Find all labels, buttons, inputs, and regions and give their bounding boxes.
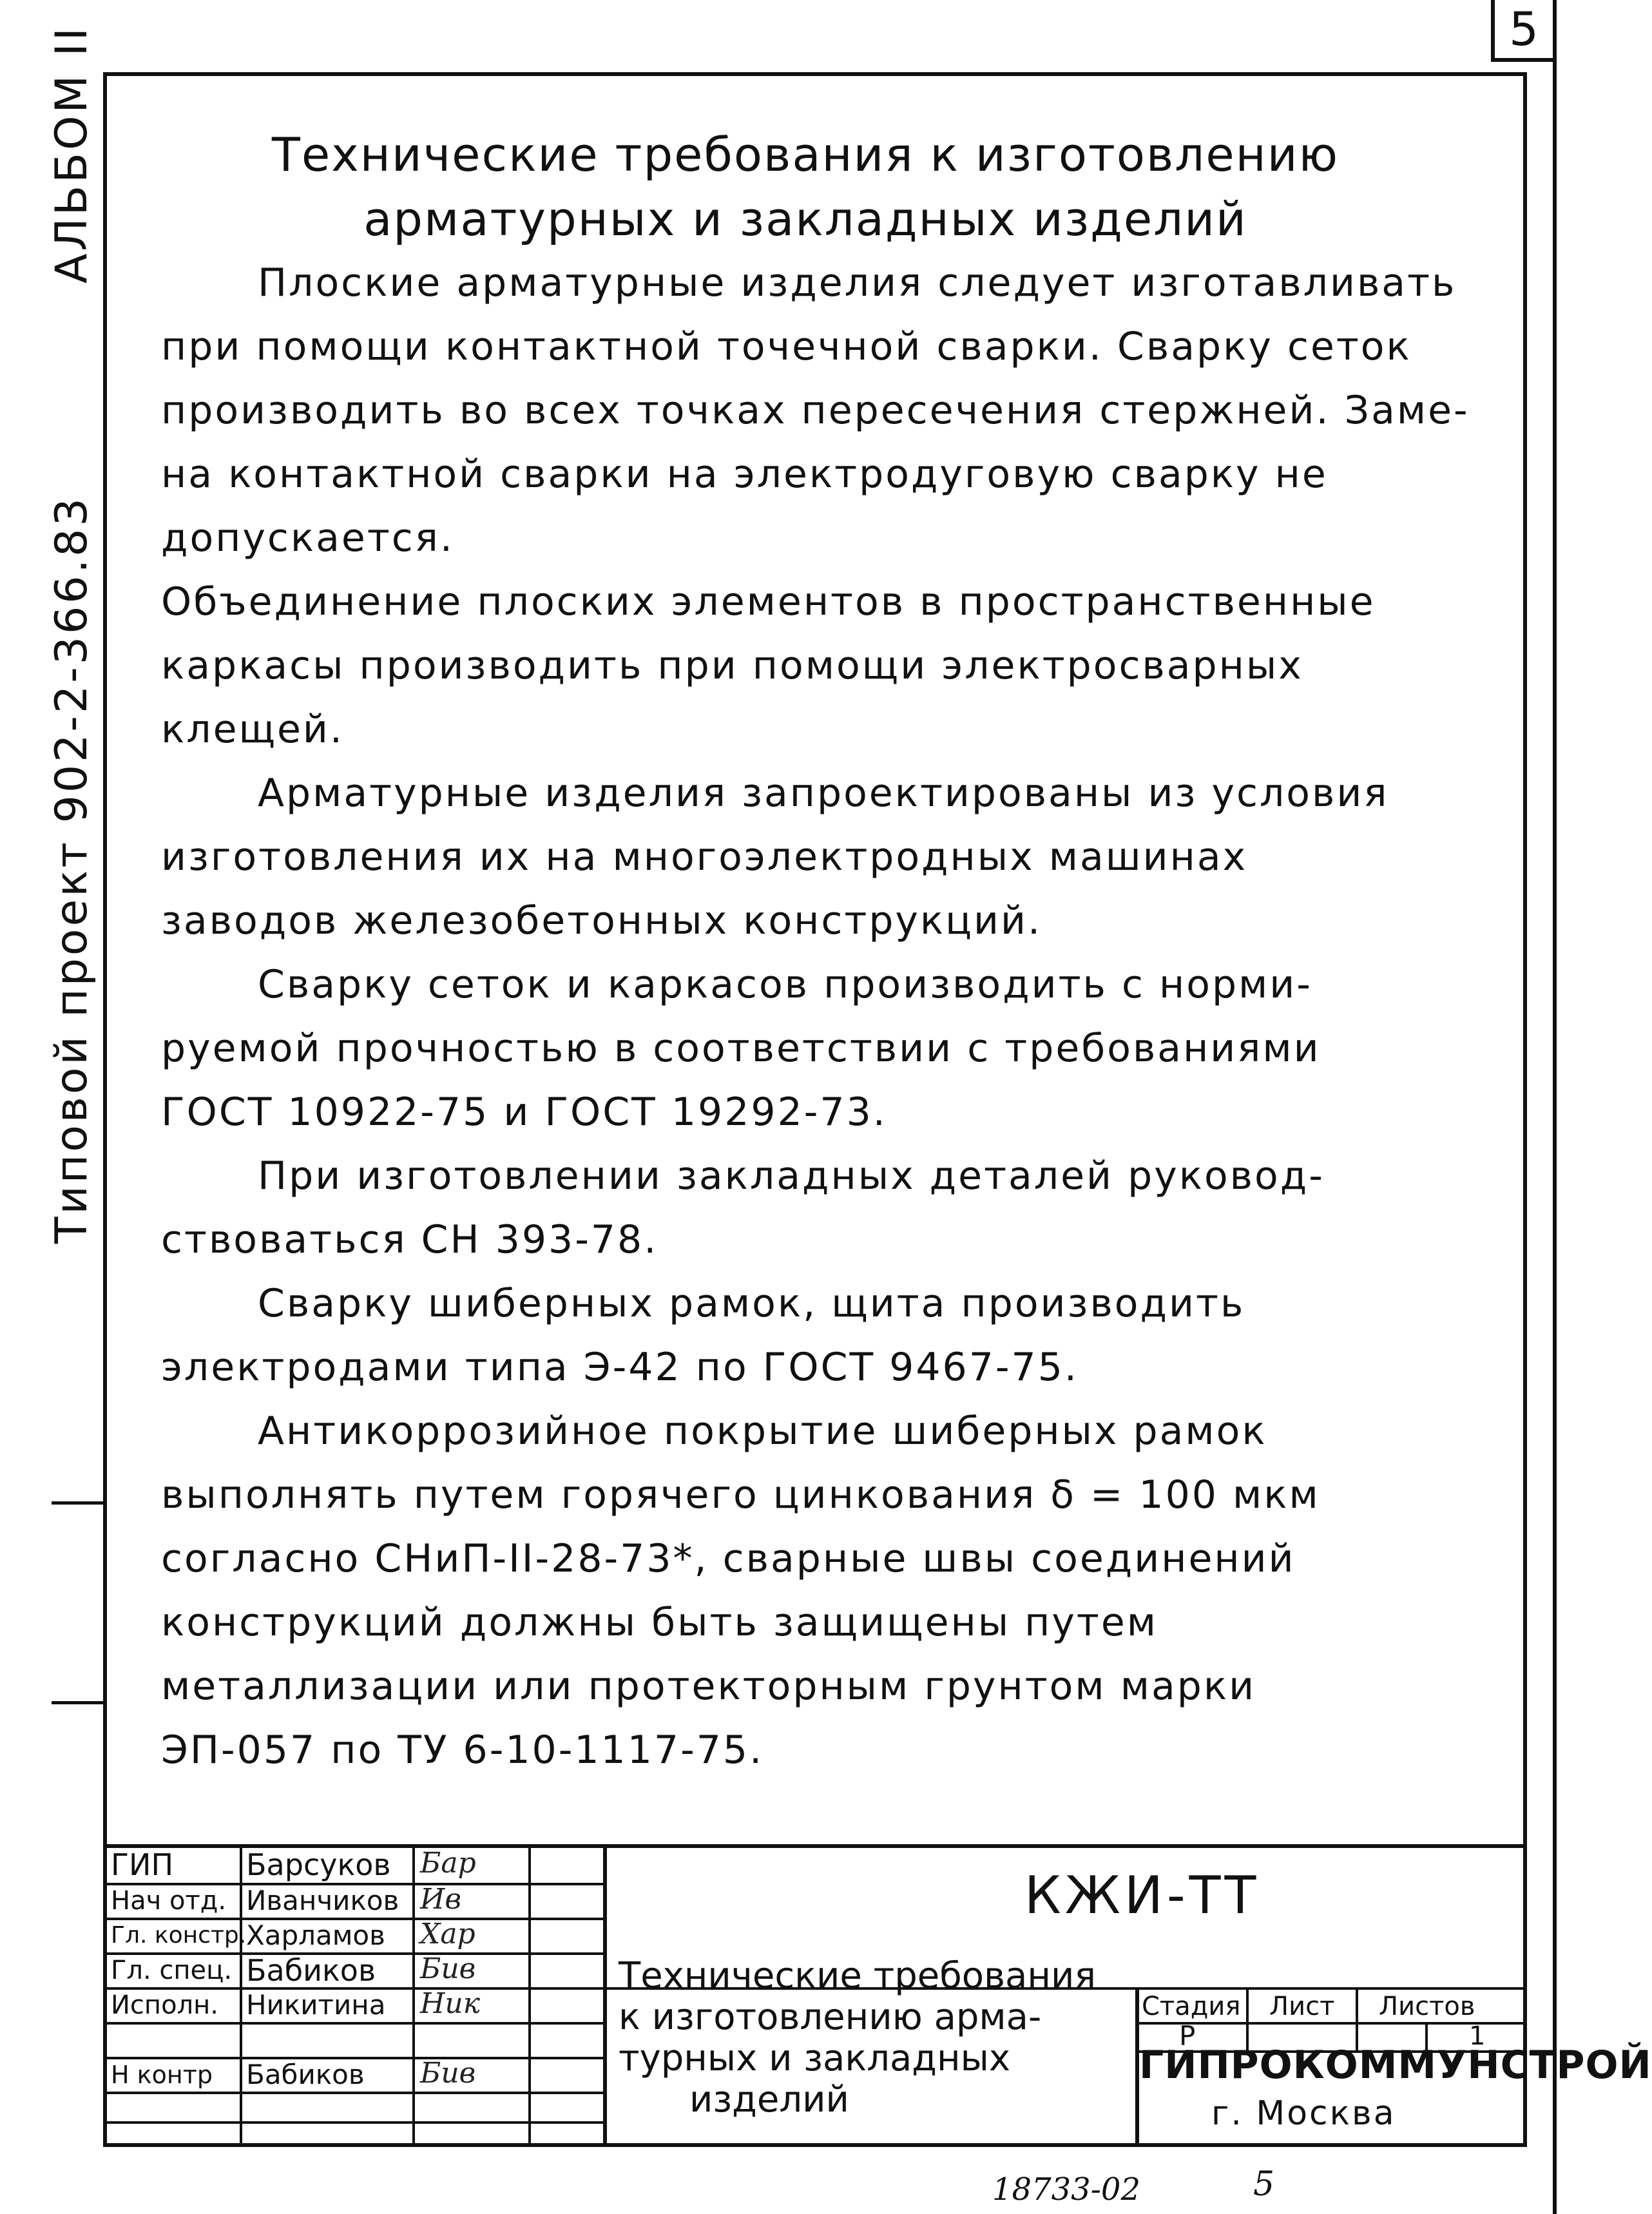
project-label: Типовой проект 902-2-366.83 — [46, 496, 97, 1244]
body-line: Антикоррозийное покрытие шиберных рамок — [258, 1409, 1267, 1454]
name-cell: Бабиков — [246, 2059, 365, 2090]
role-cell: Н контр — [111, 2061, 213, 2089]
name-cell: Никитина — [246, 1989, 386, 2021]
signature: Бив — [420, 1952, 476, 1985]
margin-tick — [52, 1701, 103, 1704]
drawing-name-line: к изготовлению арма- — [619, 1996, 1042, 2038]
sheets-value: 1 — [1469, 2021, 1486, 2051]
role-cell: ГИП — [111, 1847, 174, 1882]
name-cell: Барсуков — [246, 1847, 391, 1882]
body-line: клещей. — [161, 707, 344, 752]
body-line: на контактной сварки на электродуговую сварку не — [161, 452, 1328, 497]
organization-city: г. Москва — [1211, 2094, 1396, 2133]
grid-line — [412, 1844, 415, 2147]
footer-page-number: 5 — [1253, 2165, 1275, 2204]
signature: Хар — [420, 1918, 475, 1950]
album-label: АЛЬБОМ II — [46, 25, 97, 284]
body-line: Сварку шиберных рамок, щита производить — [258, 1281, 1245, 1326]
grid-line — [1356, 1987, 1358, 2050]
body-line: каркасы производить при помощи электросварных — [161, 643, 1303, 688]
name-cell: Иванчиков — [246, 1885, 399, 1916]
body-line: при помощи контактной точечной сварки. Сварку сеток — [161, 324, 1412, 369]
title-line-2: арматурных и закладных изделий — [363, 192, 1247, 246]
right-border-rule — [1553, 0, 1557, 2214]
name-cell: Харламов — [246, 1920, 385, 1951]
body-line: изготовления их на многоэлектродных машинах — [161, 834, 1248, 880]
sheet-label: Лист — [1269, 1992, 1335, 2021]
grid-line — [1246, 1987, 1249, 2050]
role-cell: Нач отд. — [111, 1886, 227, 1916]
body-line: ГОСТ 10922-75 и ГОСТ 19292-73. — [161, 1090, 887, 1135]
title-line-1: Технические требования к изготовлению — [271, 128, 1340, 182]
body-line: При изготовлении закладных деталей руковод- — [258, 1153, 1325, 1198]
stage-label: Стадия — [1142, 1992, 1241, 2021]
body-line: ЭП-057 по ТУ 6-10-1117-75. — [161, 1728, 764, 1773]
body-line: руемой прочностью в соответствии с требованиями — [161, 1026, 1321, 1071]
body-line: производить во всех точках пересечения стержней. Заме- — [161, 388, 1470, 433]
drawing-code: КЖИ-ТТ — [1024, 1865, 1260, 1925]
grid-line — [240, 1844, 242, 2147]
document-title — [161, 122, 1450, 251]
body-line: допускается. — [161, 515, 454, 561]
drawing-name-line: Технические требования — [619, 1955, 1097, 1997]
signature: Бив — [420, 2057, 476, 2090]
requirements-text — [161, 251, 1475, 1782]
drawing-name — [619, 1956, 1153, 2121]
role-cell: Гл. спец. — [111, 1956, 233, 1985]
drawing-name-line: турных и закладных — [619, 2037, 1010, 2079]
body-line: согласно СНиП-II-28-73*, сварные швы соединений — [161, 1536, 1296, 1581]
signature: Бар — [420, 1847, 476, 1880]
sheets-label: Листов — [1379, 1992, 1475, 2021]
grid-line — [603, 1844, 607, 2147]
body-line: Плоские арматурные изделия следует изготавливать — [258, 260, 1457, 305]
grid-line — [528, 1844, 531, 2147]
page-number: 5 — [1509, 2, 1539, 56]
page-number-box — [1491, 0, 1553, 62]
signature: Ив — [420, 1883, 461, 1916]
margin-tick — [52, 1501, 103, 1505]
role-cell: Исполн. — [111, 1990, 218, 2020]
body-line: Арматурные изделия запроектированы из условия — [258, 771, 1389, 816]
stage-value: Р — [1179, 2020, 1196, 2052]
body-line: выполнять путем горячего цинкования δ = 100 мкм — [161, 1472, 1320, 1517]
body-line: ствоваться СН 393-78. — [161, 1217, 658, 1262]
role-cell: Гл. констр. — [111, 1922, 247, 1949]
body-line: Объединение плоских элементов в пространственные — [161, 579, 1376, 624]
body-line: Сварку сеток и каркасов производить с норми- — [258, 962, 1312, 1007]
signature: Ник — [420, 1987, 480, 2020]
body-line: электродами типа Э-42 по ГОСТ 9467-75. — [161, 1345, 1079, 1390]
body-line: заводов железобетонных конструкций. — [161, 898, 1042, 943]
organization-name: ГИПРОКОММУНСТРОЙ — [1139, 2043, 1652, 2088]
name-cell: Бабиков — [246, 1953, 376, 1988]
body-line: металлизации или протекторным грунтом марки — [161, 1664, 1256, 1709]
inventory-code: 18733-02 — [992, 2171, 1140, 2208]
drawing-name-line: изделий — [689, 2079, 849, 2121]
body-line: конструкций должны быть защищены путем — [161, 1600, 1158, 1645]
